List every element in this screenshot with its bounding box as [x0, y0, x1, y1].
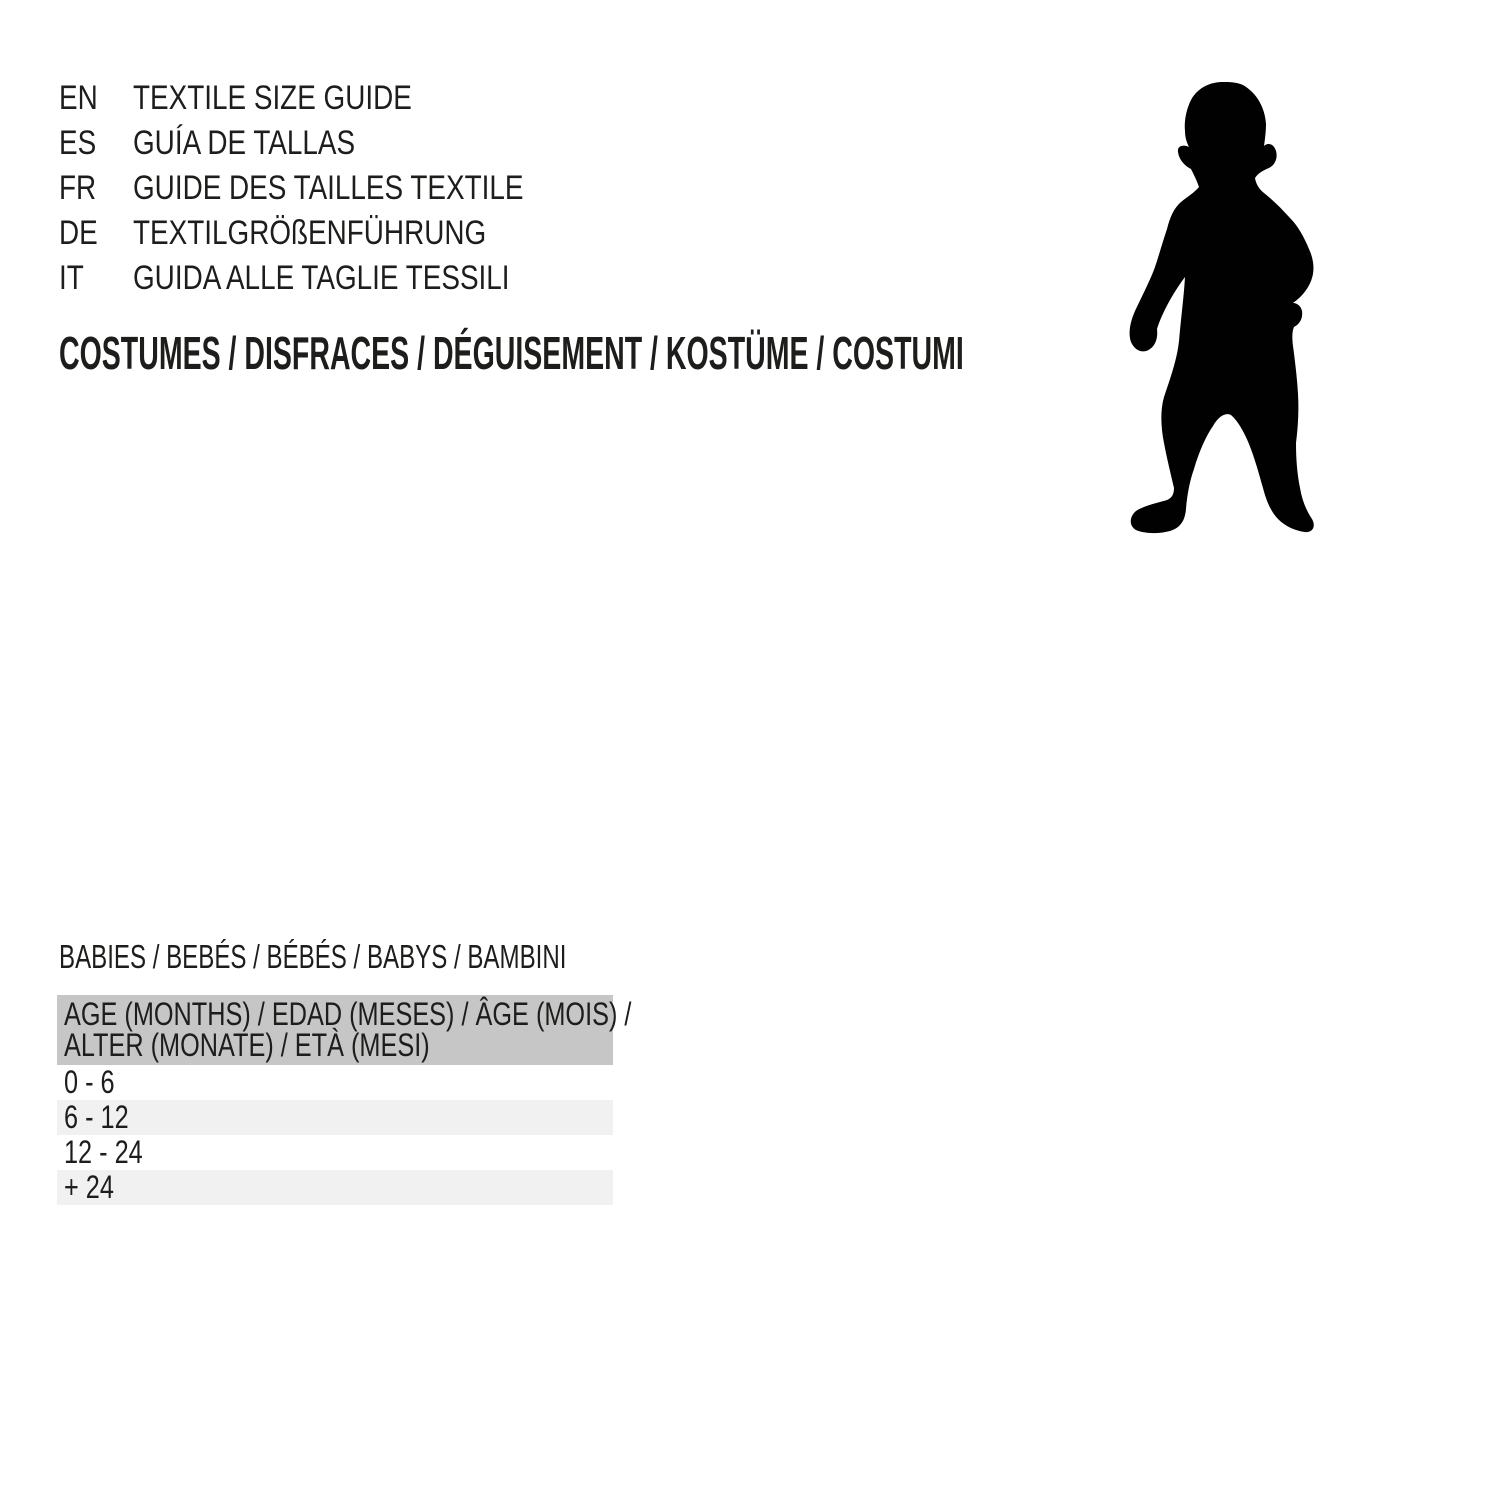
language-code	[59, 79, 133, 118]
table-row	[57, 1065, 613, 1100]
table-header-line-1	[64, 996, 632, 1032]
language-label: TEXTILE SIZE GUIDE	[133, 79, 412, 117]
language-row-en	[59, 76, 609, 121]
language-row-de	[59, 211, 609, 256]
age-range-value: 6 - 12	[64, 1099, 129, 1135]
language-code-text: FR	[59, 169, 97, 207]
babies-section-title	[59, 938, 754, 976]
table-row	[57, 1100, 613, 1135]
language-row-fr	[59, 166, 609, 211]
category-title-text: COSTUMES / DISFRACES / DÉGUISEMENT / KOSTÜME / COSTUMI	[59, 327, 964, 379]
table-row	[57, 1135, 613, 1170]
language-code-text: ES	[59, 124, 97, 162]
language-label: GUIDA ALLE TAGLIE TESSILI	[133, 259, 510, 297]
language-label: GUIDE DES TAILLES TEXTILE	[133, 169, 524, 207]
language-label: GUÍA DE TALLAS	[133, 124, 356, 162]
table-header-line-2	[64, 1027, 613, 1063]
age-size-table	[57, 995, 632, 1205]
table-header	[57, 995, 632, 1065]
age-range-value: + 24	[64, 1169, 114, 1205]
language-code	[59, 214, 133, 253]
language-list	[59, 76, 609, 301]
table-row	[57, 1170, 613, 1205]
language-code	[59, 169, 133, 208]
baby-silhouette-icon	[1128, 80, 1320, 537]
language-row-es	[59, 121, 609, 166]
language-row-it	[59, 256, 609, 301]
language-code-text: DE	[59, 214, 98, 252]
age-range-value: 0 - 6	[64, 1064, 115, 1100]
table-header-text: ALTER (MONATE) / ETÀ (MESI)	[64, 1027, 430, 1063]
language-code-text: IT	[59, 259, 84, 297]
language-code	[59, 124, 133, 163]
babies-section-title-text: BABIES / BEBÉS / BÉBÉS / BABYS / BAMBINI	[59, 938, 567, 975]
language-code-text: EN	[59, 79, 98, 117]
language-label: TEXTILGRÖßENFÜHRUNG	[133, 214, 487, 252]
table-header-text: AGE (MONTHS) / EDAD (MESES) / ÂGE (MOIS) /	[64, 996, 632, 1032]
language-code	[59, 259, 133, 298]
age-range-value: 12 - 24	[64, 1134, 143, 1170]
